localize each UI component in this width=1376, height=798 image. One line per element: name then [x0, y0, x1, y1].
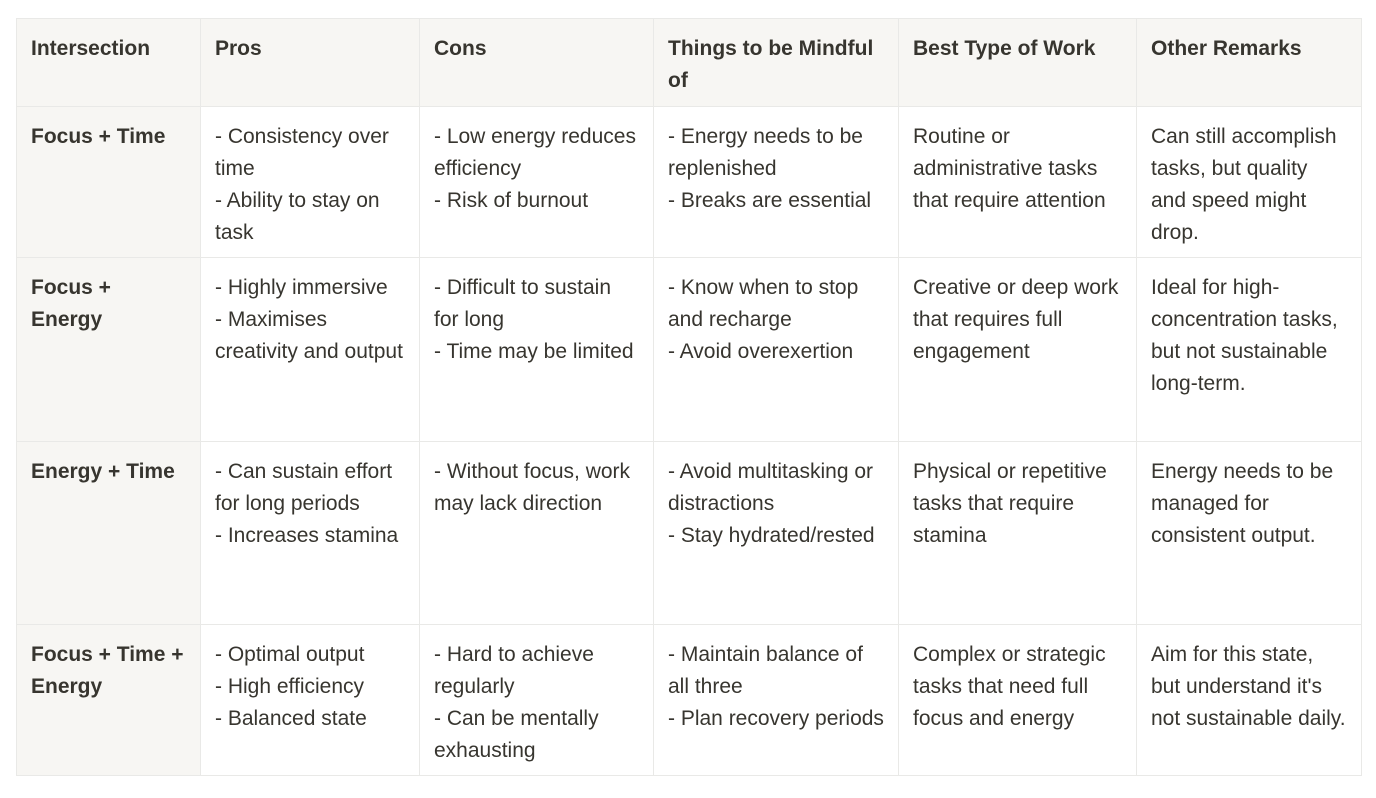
- cons-item: - Time may be limited: [434, 340, 634, 363]
- header-mindful: Things to be Mindful of: [654, 19, 899, 107]
- pros-item: - High efficiency: [215, 675, 365, 698]
- intersection-cell: Focus + Time: [17, 107, 201, 258]
- pros-item: - Highly immersive: [215, 276, 388, 299]
- intersection-cell: Focus + Time + Energy: [17, 625, 201, 776]
- remarks-cell: Energy needs to be managed for consistent output.: [1137, 442, 1362, 625]
- cons-cell: [420, 625, 654, 776]
- cons-item: - Risk of burnout: [434, 189, 589, 212]
- pros-item: - Increases stamina: [215, 524, 399, 547]
- table-row: [17, 107, 1362, 258]
- mindful-item: - Breaks are essential: [668, 189, 872, 212]
- header-best-work: Best Type of Work: [899, 19, 1137, 107]
- best-work-cell: Complex or strategic tasks that need full focus and energy: [899, 625, 1137, 776]
- cons-cell: [420, 442, 654, 625]
- pros-cell: [201, 107, 420, 258]
- table-header-row: [17, 19, 1362, 107]
- pros-cell: [201, 258, 420, 442]
- mindful-item: - Energy needs to be replenished: [668, 125, 863, 180]
- mindful-item: - Avoid overexertion: [668, 340, 854, 363]
- table-row: [17, 442, 1362, 625]
- cons-item: - Difficult to sustain for long: [434, 276, 612, 331]
- pros-cell: [201, 625, 420, 776]
- pros-item: - Maximises creativity and output: [215, 308, 403, 363]
- pros-cell: [201, 442, 420, 625]
- pros-item: - Optimal output: [215, 643, 365, 666]
- intersection-comparison-table: [16, 18, 1362, 776]
- header-cons: Cons: [420, 19, 654, 107]
- mindful-cell: [654, 258, 899, 442]
- header-pros: Pros: [201, 19, 420, 107]
- mindful-item: - Maintain balance of all three: [668, 643, 863, 698]
- remarks-cell: Aim for this state, but understand it's not sustainable daily.: [1137, 625, 1362, 776]
- mindful-cell: [654, 107, 899, 258]
- best-work-cell: Routine or administrative tasks that require attention: [899, 107, 1137, 258]
- comparison-table-container: [16, 18, 1362, 776]
- cons-item: - Hard to achieve regularly: [434, 643, 594, 698]
- header-intersection: Intersection: [17, 19, 201, 107]
- cons-cell: [420, 258, 654, 442]
- pros-item: - Balanced state: [215, 707, 367, 730]
- mindful-cell: [654, 442, 899, 625]
- table-row: [17, 258, 1362, 442]
- best-work-cell: Physical or repetitive tasks that require stamina: [899, 442, 1137, 625]
- remarks-cell: Can still accomplish tasks, but quality and speed might drop.: [1137, 107, 1362, 258]
- pros-item: - Can sustain effort for long periods: [215, 460, 393, 515]
- pros-item: - Ability to stay on task: [215, 189, 380, 244]
- cons-cell: [420, 107, 654, 258]
- mindful-item: - Stay hydrated/rested: [668, 524, 875, 547]
- mindful-item: - Know when to stop and recharge: [668, 276, 859, 331]
- cons-item: - Without focus, work may lack direction: [434, 460, 631, 515]
- intersection-cell: Energy + Time: [17, 442, 201, 625]
- header-remarks: Other Remarks: [1137, 19, 1362, 107]
- mindful-cell: [654, 625, 899, 776]
- cons-item: - Low energy reduces efficiency: [434, 125, 636, 180]
- remarks-cell: Ideal for high-concentration tasks, but not sustainable long-term.: [1137, 258, 1362, 442]
- mindful-item: - Plan recovery periods: [668, 707, 884, 730]
- best-work-cell: Creative or deep work that requires full engagement: [899, 258, 1137, 442]
- pros-item: - Consistency over time: [215, 125, 389, 180]
- intersection-cell: Focus + Energy: [17, 258, 201, 442]
- cons-item: - Can be mentally exhausting: [434, 707, 599, 762]
- mindful-item: - Avoid multitasking or distractions: [668, 460, 874, 515]
- table-row: [17, 625, 1362, 776]
